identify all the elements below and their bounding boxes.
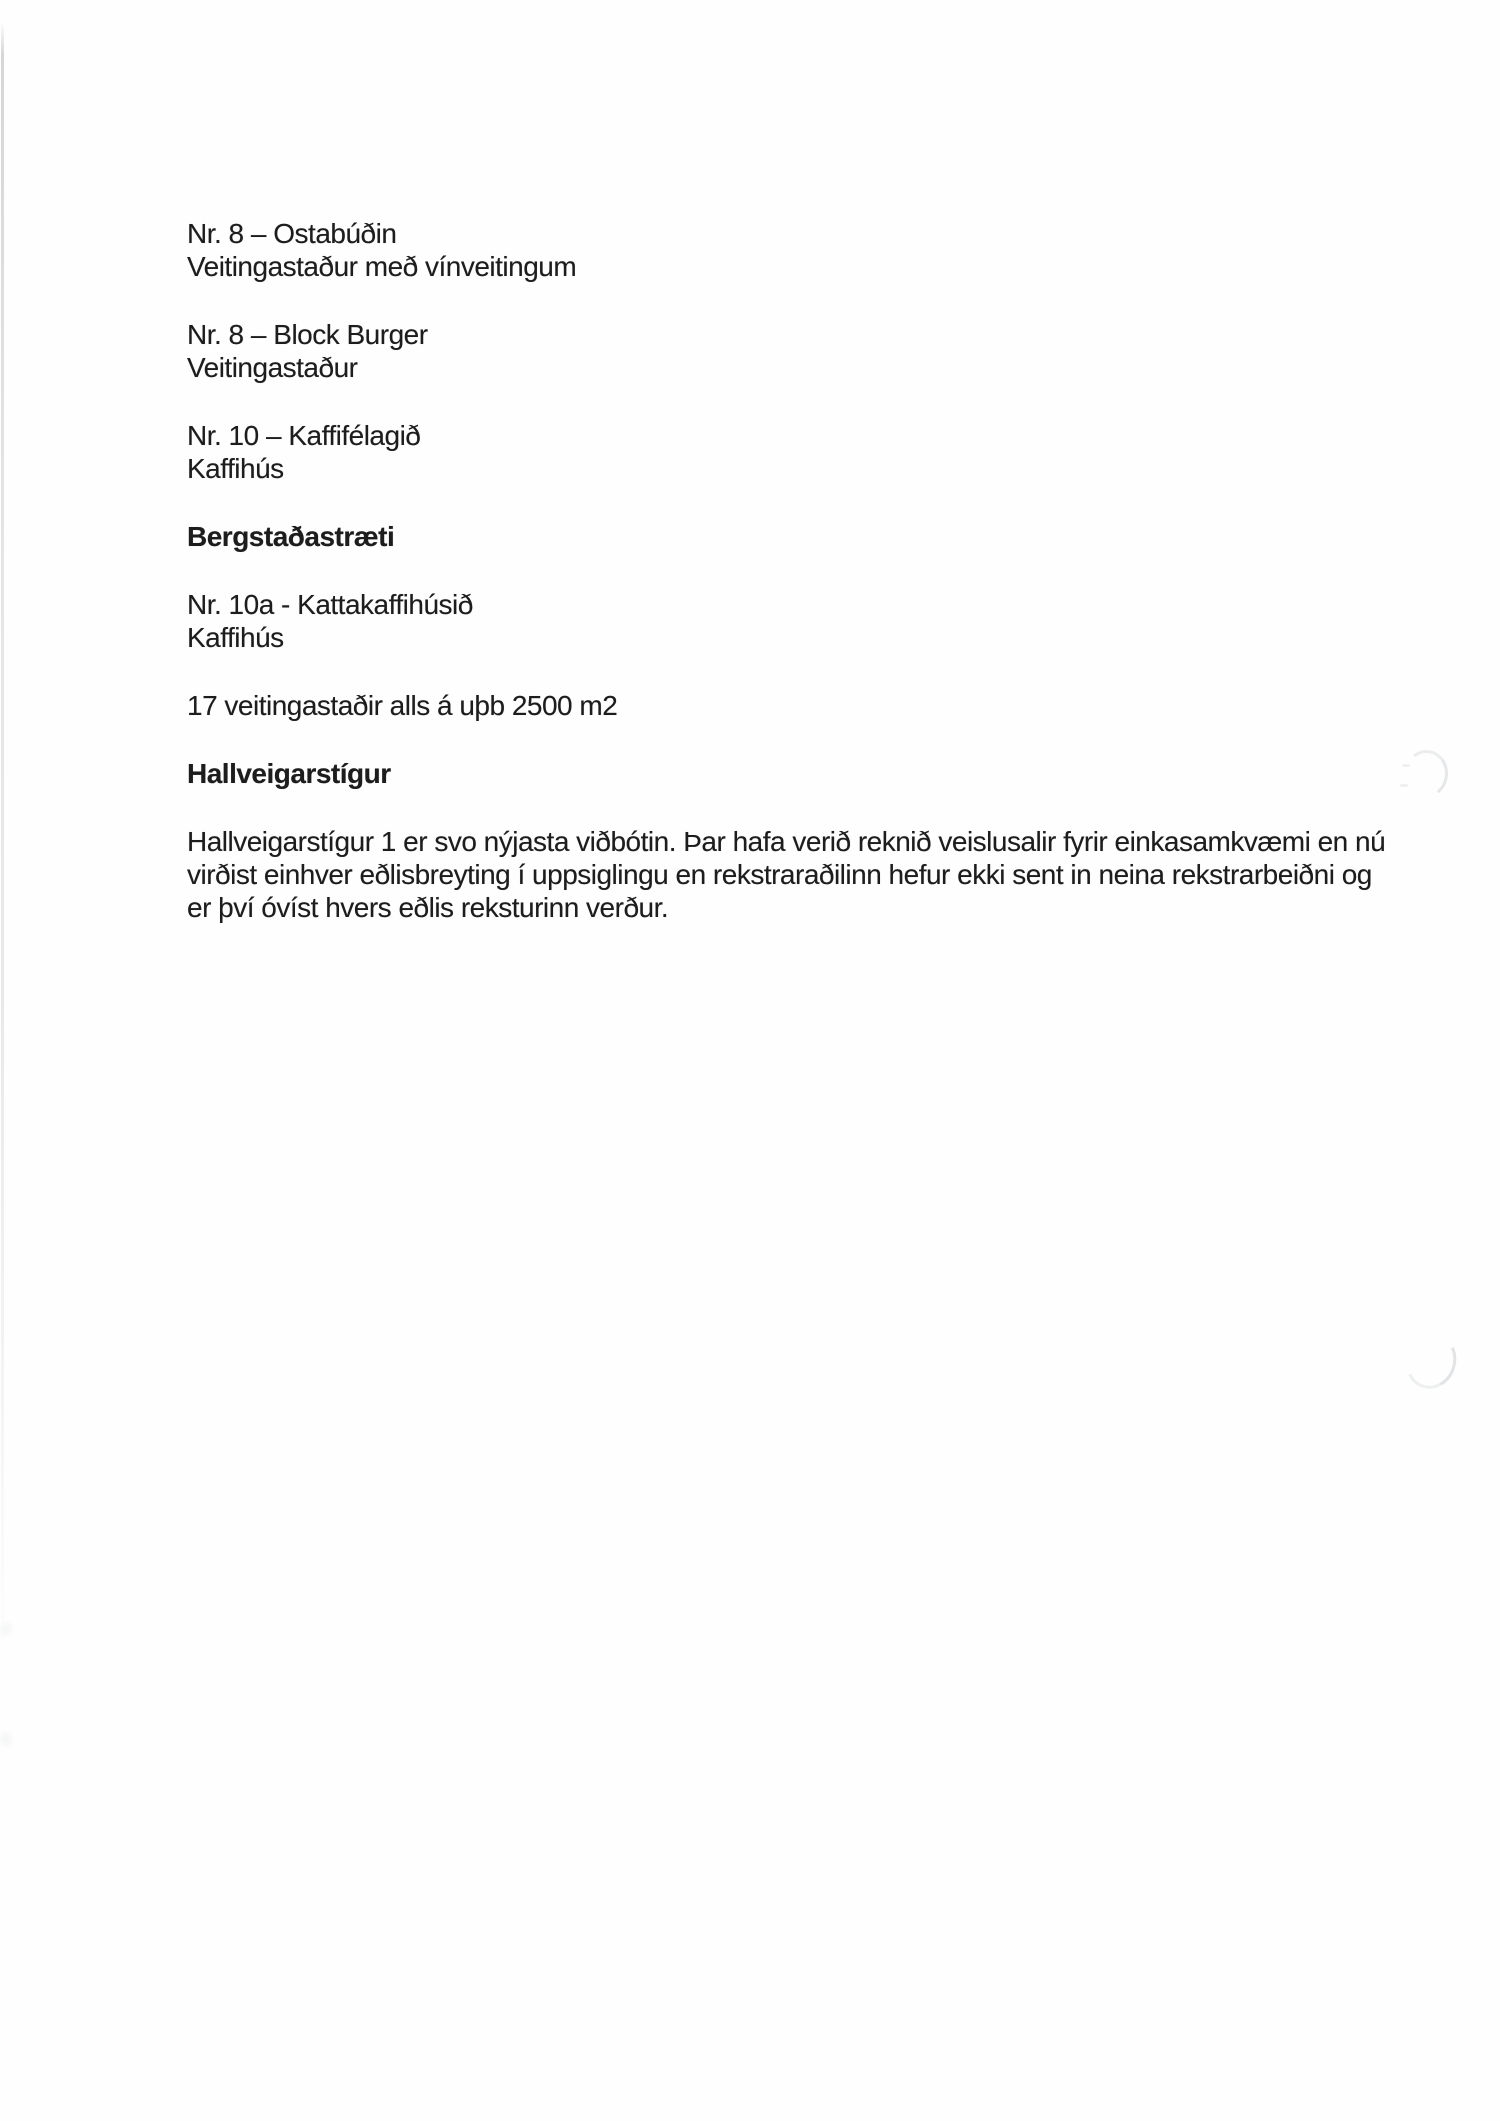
restaurant-name: Nr. 10a - Kattakaffihúsið bbox=[187, 589, 473, 620]
paragraph-line: Hallveigarstígur 1 er svo nýjasta viðbótin. Þar hafa verið reknið veislusalir fyrir einkasamkvæmi en nú bbox=[187, 826, 1386, 857]
scan-smudge-artifact bbox=[0, 1732, 12, 1746]
restaurant-type: Kaffihús bbox=[187, 453, 284, 484]
restaurant-entry bbox=[187, 419, 1377, 485]
restaurant-count-summary bbox=[187, 689, 1377, 722]
restaurant-entry bbox=[187, 318, 1377, 384]
restaurant-entry bbox=[187, 588, 1377, 654]
restaurant-type: Veitingastaður bbox=[187, 352, 358, 383]
street-heading-label: Bergstaðastræti bbox=[187, 521, 395, 552]
paper-edge-scan-line bbox=[1, 22, 4, 1662]
scan-mark-artifact bbox=[1399, 1327, 1464, 1396]
paragraph-line: er því óvíst hvers eðlis reksturinn verður. bbox=[187, 892, 669, 923]
restaurant-name: Nr. 8 – Block Burger bbox=[187, 319, 428, 350]
scan-mark-artifact bbox=[1402, 764, 1410, 767]
scan-mark-artifact bbox=[1401, 747, 1451, 801]
street-heading-bergstadastraeti bbox=[187, 520, 1377, 553]
restaurant-type: Kaffihús bbox=[187, 622, 284, 653]
restaurant-type: Veitingastaður með vínveitingum bbox=[187, 251, 577, 282]
street-heading-label: Hallveigarstígur bbox=[187, 758, 391, 789]
scan-smudge-artifact bbox=[0, 1623, 12, 1635]
document-content bbox=[187, 217, 1386, 959]
paragraph-line: virðist einhver eðlisbreyting í uppsiglingu en rekstraraðilinn hefur ekki sent in neina rekstrarbeiðni og bbox=[187, 859, 1372, 890]
street-heading-hallveigarstigur bbox=[187, 757, 1377, 790]
scan-mark-artifact bbox=[1400, 784, 1408, 787]
summary-line: 17 veitingastaðir alls á uþb 2500 m2 bbox=[187, 690, 618, 721]
restaurant-name: Nr. 10 – Kaffifélagið bbox=[187, 420, 421, 451]
restaurant-entry bbox=[187, 217, 1377, 283]
description-paragraph bbox=[187, 825, 1386, 924]
restaurant-name: Nr. 8 – Ostabúðin bbox=[187, 218, 397, 249]
